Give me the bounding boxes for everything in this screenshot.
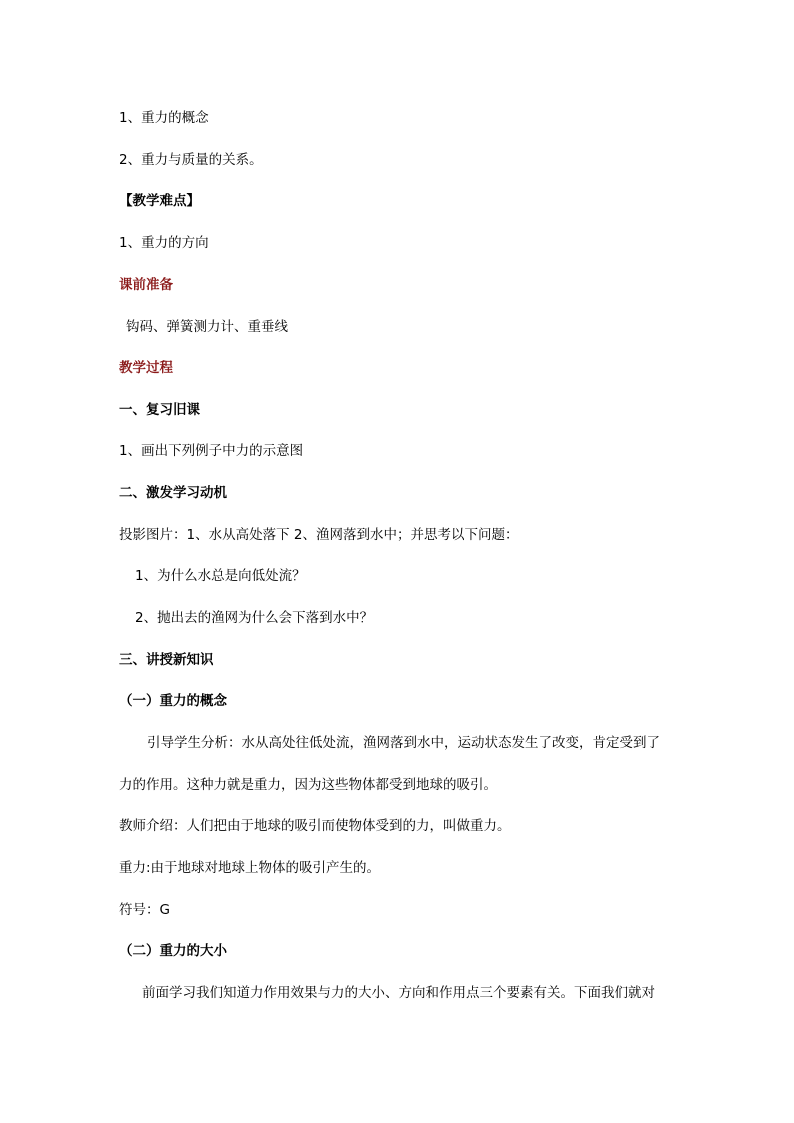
gravity-symbol: 符号：G	[119, 902, 170, 918]
gravity-definition: 重力:由于地球对地球上物体的吸引产生的。	[119, 860, 381, 876]
section-2-heading: 二、激发学习动机	[119, 485, 227, 501]
key-point-1: 1、重力的概念	[119, 110, 209, 126]
preparation-materials: 钩码、弹簧测力计、重垂线	[126, 319, 288, 335]
question-1: 1、为什么水总是向低处流？	[135, 568, 306, 584]
question-2: 2、抛出去的渔网为什么会下落到水中？	[135, 610, 374, 626]
analysis-paragraph-line-1: 引导学生分析：水从高处往低处流，渔网落到水中，运动状态发生了改变，肯定受到了	[147, 735, 660, 751]
process-heading: 教学过程	[119, 360, 173, 376]
analysis-paragraph-line-2: 力的作用。这种力就是重力，因为这些物体都受到地球的吸引。	[119, 777, 497, 793]
review-item-1: 1、画出下列例子中力的示意图	[119, 443, 304, 459]
projection-text: 投影图片：1、水从高处落下 2、渔网落到水中；并思考以下问题：	[119, 527, 519, 543]
section-3-heading: 三、讲授新知识	[119, 652, 214, 668]
key-point-2: 2、重力与质量的关系。	[119, 152, 263, 168]
preparation-heading: 课前准备	[119, 277, 173, 293]
subsection-1-heading: （一）重力的概念	[119, 693, 227, 709]
teacher-intro: 教师介绍：人们把由于地球的吸引而使物体受到的力，叫做重力。	[119, 818, 511, 834]
magnitude-paragraph: 前面学习我们知道力作用效果与力的大小、方向和作用点三个要素有关。下面我们就对	[142, 985, 655, 1001]
difficulty-heading: 【教学难点】	[119, 193, 200, 209]
section-1-heading: 一、复习旧课	[119, 402, 200, 418]
subsection-2-heading: （二）重力的大小	[119, 943, 227, 959]
difficulty-point-1: 1、重力的方向	[119, 235, 209, 251]
